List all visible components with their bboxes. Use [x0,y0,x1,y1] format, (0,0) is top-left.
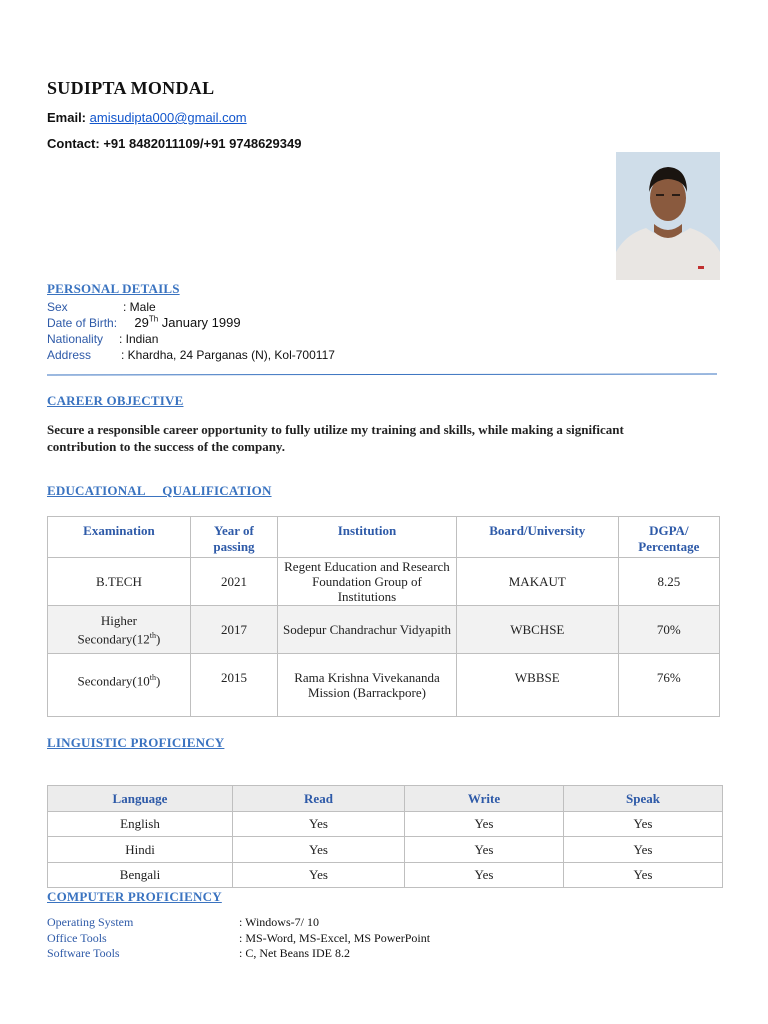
profile-photo [616,152,720,280]
dob-label: Date of Birth: [47,316,118,331]
office-value: : MS-Word, MS-Excel, MS PowerPoint [239,931,431,945]
office-label: Office Tools [47,931,107,945]
software-row [47,946,350,961]
col-write: Write [405,786,564,812]
col-language: Language [48,786,233,812]
table-row [48,863,723,888]
software-value: : C, Net Beans IDE 8.2 [239,946,350,960]
year-cell: 2017 [190,606,277,654]
linguistic-heading: LINGUISTIC PROFICIENCY [47,735,225,750]
table-row [48,837,723,863]
language-table [47,785,723,888]
sex-label: Sex [47,300,68,314]
speak-cell: Yes [564,837,723,863]
score-cell: 76% [618,654,719,717]
language-cell: Hindi [48,837,233,863]
board-cell: WBBSE [456,654,618,717]
career-objective-heading: CAREER OBJECTIVE [47,393,184,408]
profile-photo-image [616,152,720,280]
address-value: Khardha, 24 Parganas (N), Kol-700117 [127,348,335,362]
section-divider [47,374,717,376]
board-cell: WBCHSE [456,606,618,654]
education-heading: EDUCATIONAL QUALIFICATION [47,483,272,498]
exam-cell: Secondary(10th) [48,654,191,717]
col-year: Year of passing [190,517,277,558]
email-line [47,110,247,125]
education-header-row [48,517,720,558]
read-cell: Yes [233,812,405,837]
board-cell: MAKAUT [456,558,618,606]
speak-cell: Yes [564,863,723,888]
col-board: Board/University [456,517,618,558]
institution-cell: Sodepur Chandrachur Vidyapith [278,606,457,654]
col-percentage: DGPA/ Percentage [618,517,719,558]
read-cell: Yes [233,863,405,888]
career-objective-text: Secure a responsible career opportunity to fully utilize my training and skills, while making a significant contribution to the success of the company. [47,422,624,454]
write-cell: Yes [405,812,564,837]
exam-cell: B.TECH [48,558,191,606]
speak-cell: Yes [564,812,723,837]
exam-cell: Higher Secondary(12th) [48,606,191,654]
address-row: Address : Khardha, 24 Parganas (N), Kol-700117 [47,348,335,362]
computer-heading: COMPUTER PROFICIENCY [47,889,222,904]
personal-details-heading: PERSONAL DETAILS [47,281,180,296]
write-cell: Yes [405,863,564,888]
write-cell: Yes [405,837,564,863]
office-row [47,931,430,946]
software-label: Software Tools [47,946,120,960]
year-cell: 2015 [190,654,277,717]
nationality-label: Nationality [47,332,104,346]
email-link[interactable]: amisudipta000@gmail.com [89,110,247,125]
col-read: Read [233,786,405,812]
contact-label: Contact: [47,136,100,151]
score-cell: 70% [618,606,719,654]
year-cell: 2021 [190,558,277,606]
score-cell: 8.25 [618,558,719,606]
read-cell: Yes [233,837,405,863]
nationality-value: Indian [125,332,159,346]
os-row [47,915,319,930]
candidate-name: SUDIPTA MONDAL [47,78,215,98]
col-speak: Speak [564,786,723,812]
table-row [48,654,720,717]
email-label: Email: [47,110,87,125]
sex-row: Sex : Male [47,300,156,314]
table-row [48,812,723,837]
language-header-row [48,786,723,812]
language-cell: English [48,812,233,837]
language-cell: Bengali [48,863,233,888]
col-examination: Examination [48,517,191,558]
os-value: : Windows-7/ 10 [239,915,319,929]
institution-cell: Rama Krishna Vivekananda Mission (Barrackpore) [278,654,457,717]
sex-value: Male [129,300,156,314]
dob-value: 29Th January 1999 [134,315,241,331]
contact-line [47,136,301,151]
table-row [48,606,720,654]
institution-cell: Regent Education and Research Foundation Group of Institutions [278,558,457,606]
table-row [48,558,720,606]
dob-row [47,315,241,330]
address-label: Address [47,348,92,362]
os-label: Operating System [47,915,134,929]
education-table [47,516,720,717]
nationality-row: Nationality : Indian [47,332,159,346]
col-institution: Institution [278,517,457,558]
contact-value: +91 8482011109/+91 9748629349 [103,136,302,151]
